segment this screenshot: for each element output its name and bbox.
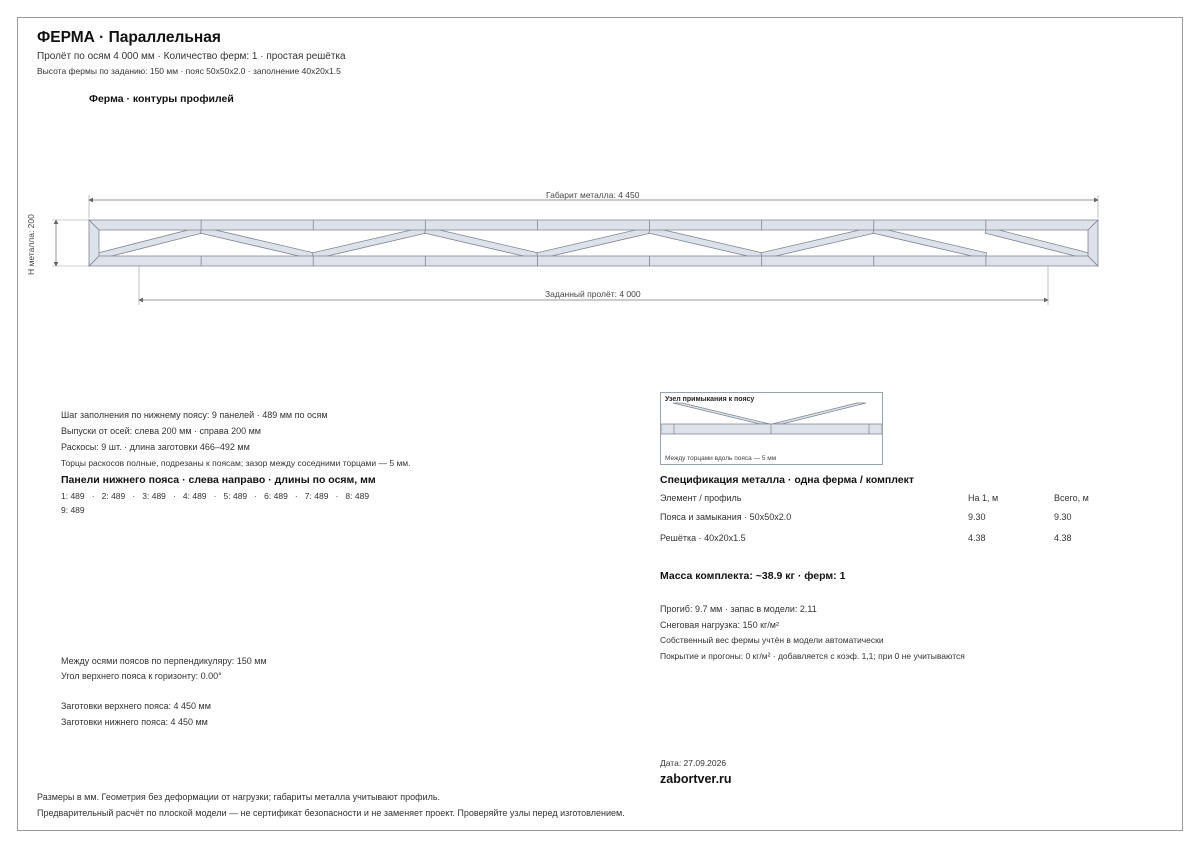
subtitle-profiles: Высота фермы по заданию: 150 мм · пояс 50x50x2.0 · заполнение 40x20x1.5 bbox=[37, 66, 341, 76]
geometry-bottom-blanks: Заготовки нижнего пояса: 4 450 мм bbox=[61, 717, 208, 727]
footer-site: zabortver.ru bbox=[660, 772, 732, 786]
spec-mass: Масса комплекта: ~38.9 кг · ферм: 1 bbox=[660, 570, 846, 582]
drawing-caption: Ферма · контуры профилей bbox=[89, 93, 234, 105]
spec-row-chords-per-one: 9.30 bbox=[968, 512, 986, 522]
footer-note-1: Размеры в мм. Геометрия без деформации от нагрузки; габариты металла учитывают профиль. bbox=[37, 792, 441, 802]
footer-note-2: Предварительный расчёт по плоской модели — не сертификат безопасности и не заменяет проект. Проверяйте узлы перед изготовлением. bbox=[37, 808, 625, 818]
truss-diagonal bbox=[649, 227, 763, 259]
spec-row-lattice-total: 4.38 bbox=[1054, 533, 1072, 543]
truss-diagonal bbox=[985, 227, 1089, 259]
span-dimension-line bbox=[139, 266, 1048, 305]
truss-outline bbox=[89, 220, 1098, 266]
spec-row-chords-total: 9.30 bbox=[1054, 512, 1072, 522]
joint-detail-note: Между торцами вдоль пояса — 5 мм bbox=[665, 455, 777, 462]
spec-row-lattice-per-one: 4.38 bbox=[968, 533, 986, 543]
spec-header-per-one: На 1, м bbox=[968, 493, 999, 503]
panels-row-1: 1: 489 · 2: 489 · 3: 489 · 4: 489 · 5: 489 · 6: 489 · 7: 489 · 8: 489 bbox=[61, 491, 370, 501]
page-title: ФЕРМА · Параллельная bbox=[37, 29, 221, 46]
spec-row-lattice-name: Решётка · 40x20x1.5 bbox=[660, 533, 746, 543]
geometry-axis-distance: Между осями поясов по перпендикуляру: 150 мм bbox=[61, 656, 267, 666]
truss-top-chord bbox=[89, 220, 1098, 230]
truss-diagonal bbox=[425, 227, 539, 259]
spec-header-element: Элемент / профиль bbox=[660, 493, 742, 503]
truss-bottom-chord bbox=[89, 256, 1098, 266]
overall-dimension-label: Габарит металла: 4 450 bbox=[546, 190, 640, 200]
height-dimension-line bbox=[52, 220, 89, 266]
load-roofing: Покрытие и прогоны: 0 кг/м² · добавляется с коэф. 1,1; при 0 не учитываются bbox=[660, 651, 965, 661]
info-diagonals: Раскосы: 9 шт. · длина заготовки 466–492 мм bbox=[61, 442, 250, 452]
load-self-weight: Собственный вес фермы учтён в модели автоматически bbox=[660, 635, 884, 645]
truss-diagonal bbox=[761, 227, 875, 259]
info-panel-step: Шаг заполнения по нижнему поясу: 9 панелей · 489 мм по осям bbox=[61, 410, 328, 420]
footer-date: Дата: 27.09.2026 bbox=[660, 758, 727, 768]
load-deflection: Прогиб: 9.7 мм · запас в модели: 2.11 bbox=[660, 604, 817, 614]
span-dimension-label: Заданный пролёт: 4 000 bbox=[545, 289, 641, 299]
truss-diagonal bbox=[98, 227, 202, 259]
subtitle-span: Пролёт по осям 4 000 мм · Количество ферм: 1 · простая решётка bbox=[37, 51, 346, 62]
height-dimension-label: Н металла: 200 bbox=[26, 214, 36, 275]
spec-title: Спецификация металла · одна ферма / комплект bbox=[660, 474, 915, 486]
spec-row-chords-name: Пояса и замыкания · 50x50x2.0 bbox=[660, 512, 792, 522]
truss-diagonal bbox=[873, 227, 987, 259]
geometry-angle: Угол верхнего пояса к горизонту: 0.00° bbox=[61, 671, 222, 681]
truss-diagonal bbox=[312, 227, 426, 259]
panels-title: Панели нижнего пояса · слева направо · длины по осям, мм bbox=[61, 474, 376, 486]
info-ends: Торцы раскосов полные, подрезаны к поясам; зазор между соседними торцами — 5 мм. bbox=[61, 458, 411, 468]
spec-header-total: Всего, м bbox=[1054, 493, 1089, 503]
joint-detail-caption: Узел примыкания к поясу bbox=[665, 396, 755, 403]
truss-diagonal bbox=[200, 227, 314, 259]
geometry-top-blanks: Заготовки верхнего пояса: 4 450 мм bbox=[61, 701, 211, 711]
load-snow: Снеговая нагрузка: 150 кг/м² bbox=[660, 620, 779, 630]
info-overhangs: Выпуски от осей: слева 200 мм · справа 200 мм bbox=[61, 426, 261, 436]
truss-diagonal bbox=[537, 227, 651, 259]
panels-row-2: 9: 489 bbox=[61, 505, 85, 515]
